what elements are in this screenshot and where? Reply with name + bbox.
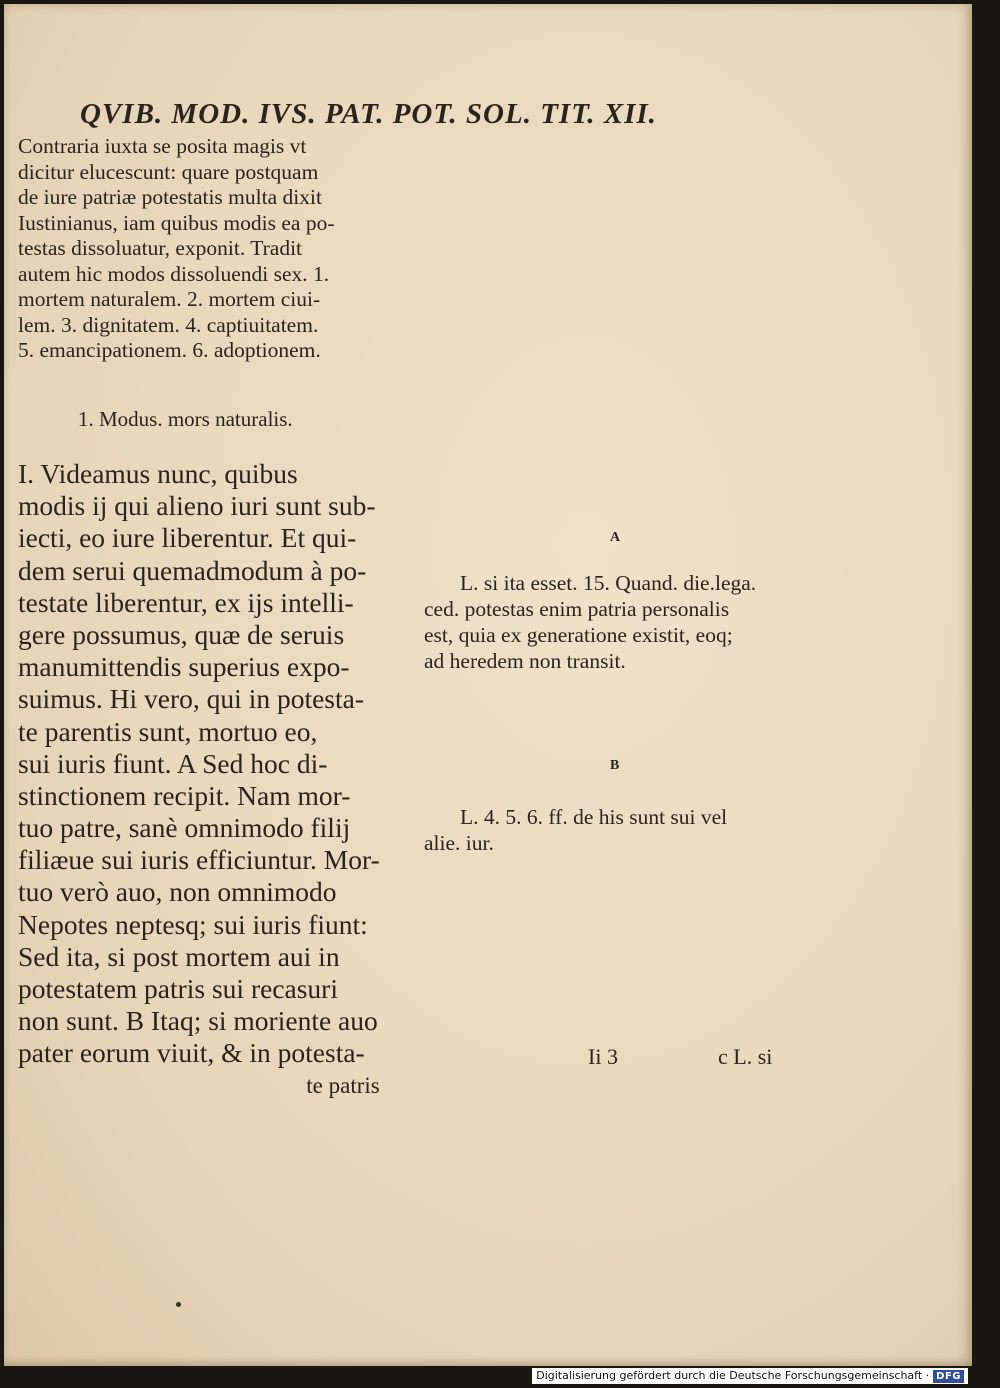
- main-text: [18, 458, 380, 1102]
- main-line: stinctionem recipit. Nam mor-: [18, 779, 351, 811]
- book-page: [4, 4, 972, 1366]
- catchword-main: te patris: [306, 1072, 380, 1098]
- main-line: Sed ita, si post mortem aui in: [18, 940, 340, 972]
- main-line: suimus. Hi vero, qui in potesta-: [18, 683, 365, 715]
- main-line: te parentis sunt, mortuo eo,: [18, 715, 318, 747]
- intro-line: mortem naturalem. 2. mortem ciui-: [18, 287, 321, 311]
- main-line: non sunt. B Itaq; si moriente auo: [18, 1005, 378, 1037]
- main-line: testate liberentur, ex ijs intelli-: [18, 586, 354, 618]
- marginal-note-a: [424, 570, 756, 674]
- signature-mark: Ii 3: [588, 1044, 618, 1069]
- marginal-note-b: [424, 804, 727, 856]
- main-line: pater eorum viuit, & in potesta-: [18, 1037, 365, 1069]
- intro-line: Contraria iuxta se posita magis vt: [18, 134, 307, 158]
- main-line: iecti, eo iure liberentur. Et qui-: [18, 522, 357, 554]
- dfg-logo: DFG: [933, 1370, 964, 1383]
- main-line: manumittendis superius expo-: [18, 651, 350, 683]
- intro-line: de iure patriæ potestatis multa dixit: [18, 185, 322, 209]
- running-header: QVIB. MOD. IVS. PAT. POT. SOL. TIT. XII.: [80, 98, 657, 130]
- note-marker-b: B: [610, 758, 620, 773]
- main-line: modis ij qui alieno iuri sunt sub-: [18, 490, 376, 522]
- main-line: filiæue sui iuris efficiuntur. Mor-: [18, 844, 380, 876]
- intro-line: Iustinianus, iam quibus modis ea po-: [18, 210, 335, 235]
- main-line: gere possumus, quæ de seruis: [18, 618, 345, 650]
- note-line: alie. iur.: [424, 831, 494, 855]
- intro-paragraph: [18, 134, 335, 364]
- main-line: dem serui quemadmodum à po-: [18, 554, 367, 586]
- main-line: tuo verò auo, non omnimodo: [18, 876, 337, 908]
- digitization-footer: [532, 1368, 968, 1384]
- section-subheading: 1. Modus. mors naturalis.: [78, 407, 293, 431]
- catchword-notes: c L. si: [718, 1044, 773, 1069]
- main-line: tuo patre, sanè omnimodo filij: [18, 812, 351, 844]
- footer-text: Digitalisierung gefördert durch die Deutsche Forschungsgemeinschaft ·: [536, 1369, 930, 1382]
- note-line: ced. potestas enim patria personalis: [424, 597, 730, 621]
- main-line: Nepotes neptesq; sui iuris fiunt:: [18, 908, 368, 940]
- intro-line: 5. emancipationem. 6. adoptionem.: [18, 338, 321, 362]
- note-line: L. 4. 5. 6. ff. de his sunt sui vel: [460, 805, 728, 829]
- main-line: sui iuris fiunt. A Sed hoc di-: [18, 747, 328, 779]
- note-line: est, quia ex generatione existit, eoq;: [424, 623, 733, 647]
- intro-line: testas dissoluatur, exponit. Tradit: [18, 236, 303, 260]
- note-line: ad heredem non transit.: [424, 649, 626, 673]
- intro-line: lem. 3. dignitatem. 4. captiuitatem.: [18, 312, 319, 337]
- note-marker-a: A: [610, 530, 621, 545]
- main-line: I. Videamus nunc, quibus: [18, 458, 298, 489]
- intro-line: dicitur elucescunt: quare postquam: [18, 159, 319, 184]
- ink-speck: [176, 1302, 181, 1307]
- note-line: L. si ita esset. 15. Quand. die.lega.: [460, 571, 757, 595]
- intro-line: autem hic modos dissoluendi sex. 1.: [18, 261, 330, 286]
- main-line: potestatem patris sui recasuri: [18, 973, 338, 1004]
